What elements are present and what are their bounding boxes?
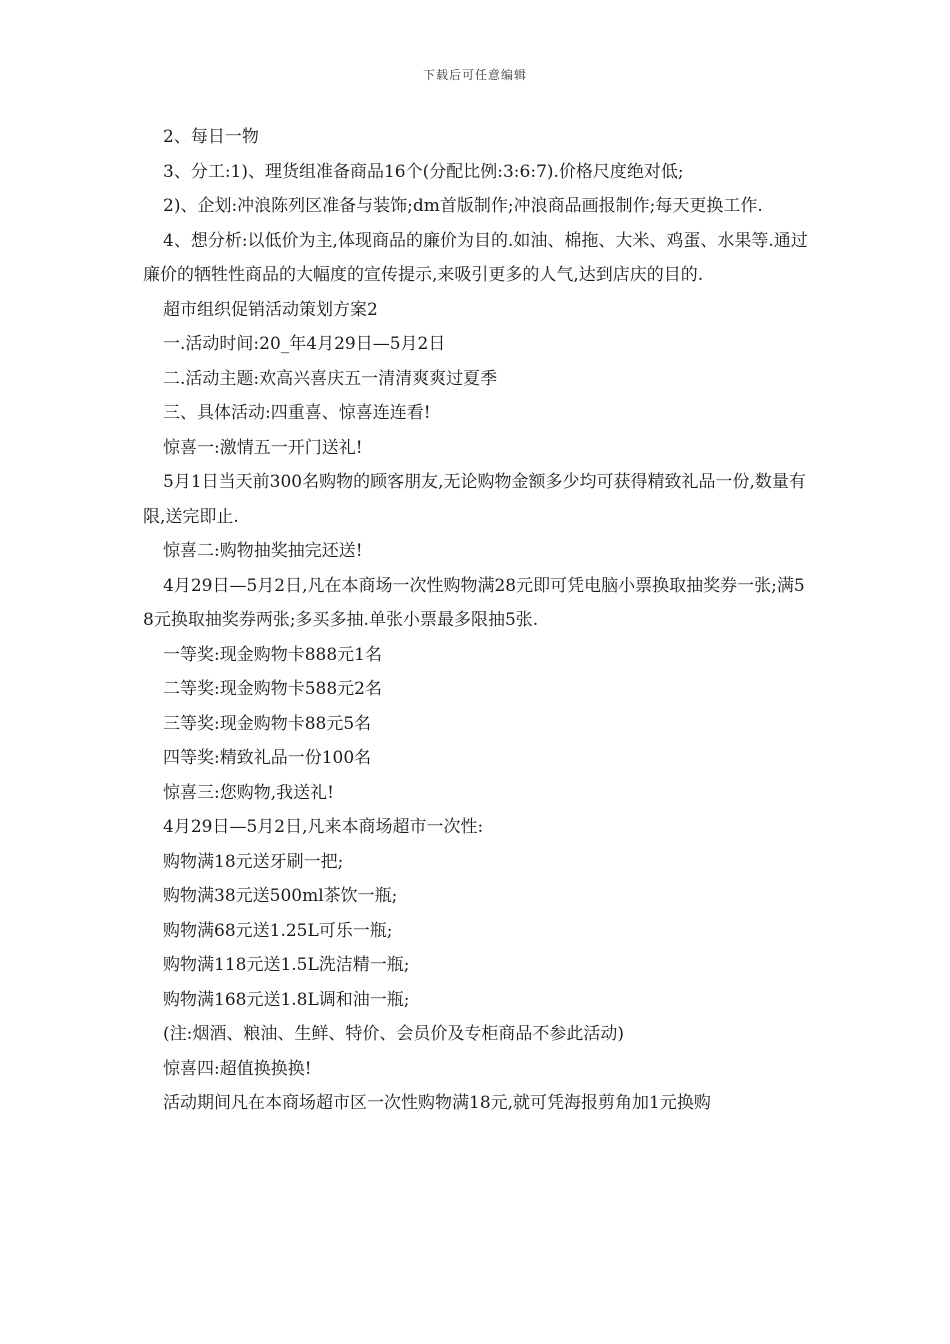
document-body (143, 120, 809, 1121)
gift-item: 购物满38元送500ml茶饮一瓶; (163, 886, 398, 906)
page-header: 下载后可任意编辑 (422, 68, 527, 82)
note: (注:烟酒、粮油、生鲜、特价、会员价及专柜商品不参此活动) (163, 1024, 624, 1044)
paragraph: 惊喜二:购物抽奖抽完还送! (163, 541, 363, 561)
gift-item: 购物满68元送1.25L可乐一瓶; (163, 920, 393, 941)
paragraph: 一.活动时间:20_年4月29日—5月2日 (163, 334, 446, 354)
paragraph: 4、想分析:以低价为主,体现商品的廉价为目的.如油、棉拖、大米、鸡蛋、水果等.通过廉价的牺牲性商品的大幅度的宣传提示,来吸引更多的人气,达到店庆的目的. (143, 230, 808, 285)
paragraph: 三、具体活动:四重喜、惊喜连连看! (163, 403, 431, 423)
paragraph: 惊喜四:超值换换换! (163, 1058, 312, 1079)
section-title: 超市组织促销活动策划方案2 (163, 299, 378, 320)
prize-item: 四等奖:精致礼品一份100名 (163, 748, 372, 768)
paragraph: 活动期间凡在本商场超市区一次性购物满18元,就可凭海报剪角加1元换购 (163, 1093, 711, 1113)
paragraph: 二.活动主题:欢高兴喜庆五一清清爽爽过夏季 (163, 368, 498, 389)
paragraph: 惊喜一:激情五一开门送礼! (163, 437, 363, 458)
paragraph: 5月1日当天前300名购物的顾客朋友,无论购物金额多少均可获得精致礼品一份,数量有限,送完即止. (143, 472, 806, 527)
prize-item: 二等奖:现金购物卡588元2名 (163, 679, 382, 699)
gift-item: 购物满118元送1.5L洗洁精一瓶; (163, 955, 410, 975)
gift-item: 购物满18元送牙刷一把; (163, 851, 344, 872)
paragraph: 4月29日—5月2日,凡在本商场一次性购物满28元即可凭电脑小票换取抽奖券一张;满58元换取抽奖券两张;多买多抽.单张小票最多限抽5张. (143, 575, 805, 630)
prize-item: 一等奖:现金购物卡888元1名 (163, 644, 382, 665)
gift-item: 购物满168元送1.8L调和油一瓶; (163, 989, 410, 1010)
prize-item: 三等奖:现金购物卡88元5名 (163, 713, 372, 734)
paragraph: 3、分工:1)、理货组准备商品16个(分配比例:3:6:7).价格尺度绝对低; (163, 161, 684, 182)
paragraph: 惊喜三:您购物,我送礼! (163, 782, 334, 803)
paragraph: 2、每日一物 (163, 127, 259, 147)
paragraph: 4月29日—5月2日,凡来本商场超市一次性: (163, 817, 484, 837)
paragraph: 2)、企划:冲浪陈列区准备与装饰;dm首版制作;冲浪商品画报制作;每天更换工作. (163, 196, 763, 216)
